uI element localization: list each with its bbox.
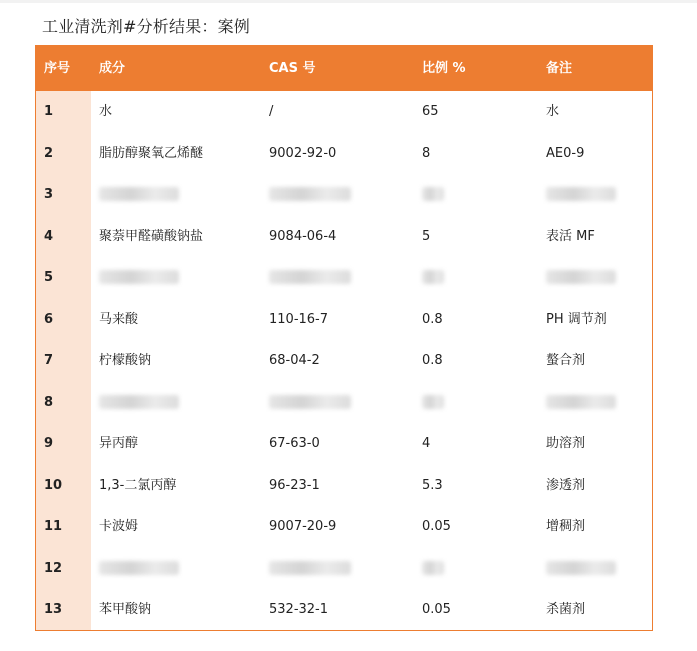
table-row: [36, 216, 652, 258]
header-index: 序号: [44, 61, 71, 76]
redacted-cell: [422, 187, 444, 201]
row-cas: 96-23-1: [269, 477, 320, 493]
row-component: 聚萘甲醛磺酸钠盐: [99, 228, 204, 244]
row-component: 柠檬酸钠: [99, 353, 152, 368]
row-component: 苯甲酸钠: [99, 602, 152, 617]
row-index: 8: [44, 394, 54, 410]
row-ratio: 0.05: [422, 519, 451, 534]
row-cas: 9002-92-0: [269, 145, 337, 161]
redacted-cell: [546, 561, 616, 575]
row-index: 4: [44, 228, 54, 244]
header-remark: 备注: [546, 61, 573, 76]
header-component: 成分: [99, 61, 126, 76]
row-cas: 67-63-0: [269, 436, 320, 451]
row-remark: 水: [546, 104, 560, 119]
row-ratio: 5: [422, 228, 431, 244]
row-cas: 532-32-1: [269, 602, 329, 617]
row-cas: 110-16-7: [269, 311, 329, 327]
row-index: 1: [44, 104, 54, 119]
table-row: [36, 299, 652, 341]
row-remark: AE0-9: [546, 145, 585, 161]
row-component: 异丙醇: [99, 436, 139, 451]
redacted-cell: [99, 187, 179, 201]
table-row: [36, 465, 652, 507]
table-row: [36, 548, 652, 590]
row-index: 3: [44, 187, 54, 202]
redacted-cell: [269, 395, 351, 409]
table-row: [36, 506, 652, 548]
row-remark: PH 调节剂: [546, 311, 607, 327]
table-row: [36, 340, 652, 382]
row-index: 6: [44, 311, 54, 327]
row-component: 马来酸: [99, 311, 139, 327]
row-ratio: 4: [422, 436, 431, 451]
page-title: 工业清洗剂#分析结果：案例: [42, 17, 251, 36]
row-index: 2: [44, 145, 54, 161]
row-index: 7: [44, 353, 54, 368]
row-index: 13: [44, 602, 63, 617]
redacted-cell: [99, 270, 179, 284]
row-remark: 表活 MF: [546, 228, 595, 244]
row-remark: 助溶剂: [546, 436, 586, 451]
row-remark: 螯合剂: [546, 353, 586, 368]
redacted-cell: [269, 187, 351, 201]
row-ratio: 0.8: [422, 353, 443, 368]
row-ratio: 65: [422, 104, 439, 119]
table-row: [36, 91, 652, 133]
row-remark: 增稠剂: [546, 519, 586, 534]
table-header: [36, 46, 652, 91]
row-index: 11: [44, 519, 63, 534]
redacted-cell: [546, 187, 616, 201]
table-row: [36, 257, 652, 299]
row-cas: /: [269, 104, 274, 119]
table-row: [36, 382, 652, 424]
row-index: 10: [44, 477, 63, 493]
row-cas: 9084-06-4: [269, 228, 337, 244]
row-component: 卡波姆: [99, 519, 139, 534]
row-remark: 杀菌剂: [546, 602, 586, 617]
header-ratio: 比例 %: [422, 61, 466, 76]
redacted-cell: [422, 270, 444, 284]
row-cas: 9007-20-9: [269, 519, 337, 534]
row-index: 9: [44, 436, 54, 451]
redacted-cell: [99, 395, 179, 409]
redacted-cell: [546, 270, 616, 284]
redacted-cell: [99, 561, 179, 575]
row-ratio: 0.05: [422, 602, 451, 617]
row-ratio: 5.3: [422, 477, 443, 493]
row-index: 12: [44, 560, 63, 576]
row-component: 水: [99, 104, 113, 119]
redacted-cell: [422, 395, 444, 409]
redacted-cell: [422, 561, 444, 575]
table-row: [36, 133, 652, 175]
table-row: [36, 174, 652, 216]
row-component: 脂肪醇聚氧乙烯醚: [99, 145, 204, 161]
table-row: [36, 589, 652, 631]
analysis-table: [35, 45, 653, 631]
row-component: 1,3-二氯丙醇: [99, 477, 177, 493]
redacted-cell: [269, 270, 351, 284]
row-ratio: 8: [422, 145, 431, 161]
table-row: [36, 423, 652, 465]
row-cas: 68-04-2: [269, 353, 320, 368]
redacted-cell: [269, 561, 351, 575]
top-divider: [0, 0, 697, 3]
header-cas: CAS 号: [269, 61, 316, 76]
row-index: 5: [44, 270, 54, 285]
redacted-cell: [546, 395, 616, 409]
row-ratio: 0.8: [422, 311, 443, 327]
row-remark: 渗透剂: [546, 477, 586, 493]
